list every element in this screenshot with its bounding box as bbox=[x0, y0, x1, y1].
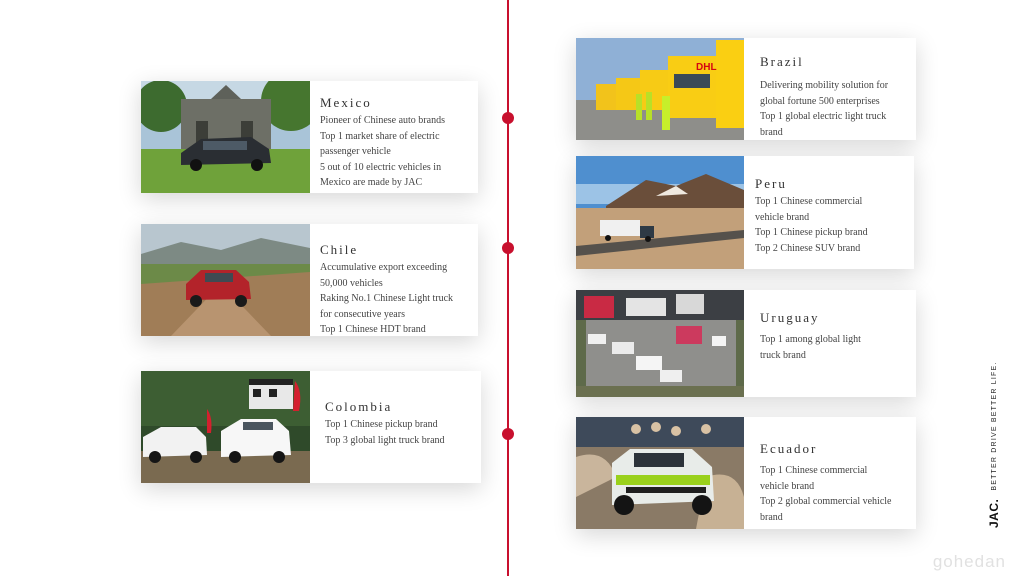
market-description bbox=[755, 194, 904, 256]
market-description bbox=[325, 417, 471, 448]
watermark: gohedan bbox=[932, 552, 1006, 571]
market-card-colombia bbox=[141, 371, 481, 483]
fact-line: Accumulative export exceeding 50,000 vehicles bbox=[320, 262, 448, 289]
market-description bbox=[760, 463, 906, 525]
market-card-brazil bbox=[576, 38, 916, 140]
timeline-dot-chile bbox=[502, 242, 514, 254]
market-description bbox=[320, 113, 468, 191]
market-card-uruguay bbox=[576, 290, 916, 397]
market-card-peru bbox=[576, 156, 914, 269]
svg-text:DHL: DHL bbox=[696, 62, 717, 73]
country-title: Peru bbox=[755, 176, 787, 191]
timeline-dot-mexico bbox=[502, 112, 514, 124]
timeline-dot-colombia bbox=[502, 428, 514, 440]
dhl-truck-fleet-photo bbox=[576, 38, 744, 140]
market-description bbox=[320, 260, 468, 338]
brand-tagline bbox=[986, 361, 1002, 528]
country-title: Colombia bbox=[325, 399, 393, 414]
fact-line: Top 1 Chinese commercial vehicle brand bbox=[755, 196, 863, 223]
truck-desert-road-photo bbox=[576, 156, 744, 269]
country-title: Brazil bbox=[760, 54, 804, 69]
fact-line: Top 1 Chinese pickup brand bbox=[755, 227, 868, 238]
fact-line: Top 1 among global light truck brand bbox=[760, 334, 861, 361]
country-title: Mexico bbox=[320, 95, 372, 110]
jac-logo: JAC. bbox=[987, 498, 1001, 528]
white-pickups-event-photo bbox=[141, 371, 310, 483]
country-title: Uruguay bbox=[760, 310, 820, 325]
market-description bbox=[760, 78, 906, 140]
fact-line: Top 3 global light truck brand bbox=[325, 434, 445, 446]
fact-line: 5 out of 10 electric vehicles in Mexico are made by JAC bbox=[320, 161, 442, 188]
rally-pickup-photo bbox=[576, 417, 744, 529]
vehicle-exhibition-aerial-photo bbox=[576, 290, 744, 397]
timeline-line bbox=[507, 0, 509, 576]
fact-line: Top 2 Chinese SUV brand bbox=[755, 242, 861, 254]
market-description bbox=[760, 332, 906, 363]
market-card-ecuador bbox=[576, 417, 916, 529]
fact-line: Top 1 market share of electric passenger vehicle bbox=[320, 130, 440, 157]
country-title: Ecuador bbox=[760, 441, 818, 456]
fact-line: Raking No.1 Chinese Light truck for consecutive years bbox=[320, 293, 454, 320]
fact-line: Delivering mobility solution for global fortune 500 enterprises bbox=[760, 80, 889, 107]
fact-line: Pioneer of Chinese auto brands bbox=[320, 115, 445, 126]
red-pickup-offroad-photo bbox=[141, 224, 310, 336]
brand-slogan: BETTER DRIVE BETTER LIFE. bbox=[990, 361, 998, 491]
fact-line: Top 1 Chinese commercial vehicle brand bbox=[760, 465, 868, 492]
country-title: Chile bbox=[320, 242, 359, 257]
suv-on-lawn-photo bbox=[141, 81, 310, 193]
market-card-mexico bbox=[141, 81, 478, 193]
market-card-chile bbox=[141, 224, 478, 336]
fact-line: Top 2 global commercial vehicle brand bbox=[760, 496, 892, 523]
fact-line: Top 1 Chinese pickup brand bbox=[325, 419, 438, 430]
fact-line: Top 1 Chinese HDT brand bbox=[320, 324, 426, 335]
fact-line: Top 1 global electric light truck brand bbox=[760, 111, 887, 138]
